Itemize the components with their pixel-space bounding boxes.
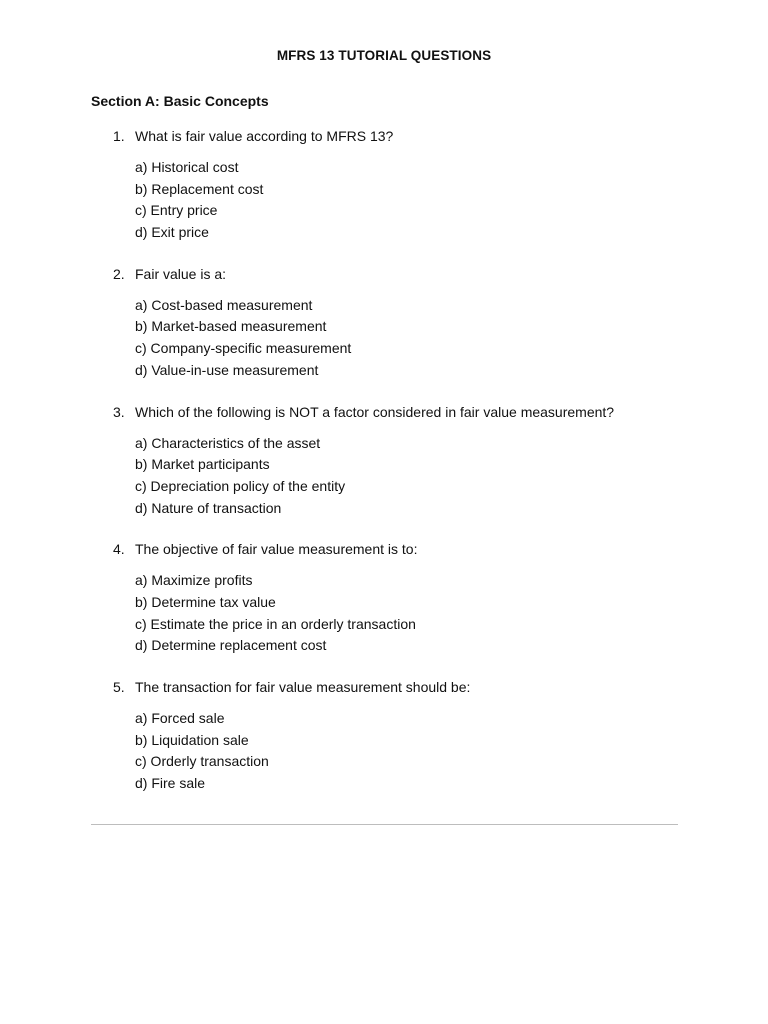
question-text: Fair value is a:	[135, 265, 227, 282]
question-number: 2.	[113, 265, 125, 282]
question-number: 4.	[113, 541, 125, 558]
answer-options	[0, 708, 768, 795]
answer-option: b) Market participants	[135, 456, 270, 473]
answer-options	[0, 157, 768, 244]
question-number: 5.	[113, 679, 125, 695]
answer-option: d) Determine replacement cost	[135, 637, 327, 654]
answer-option: b) Determine tax value	[135, 593, 276, 610]
question-4	[0, 539, 768, 657]
answer-option: d) Exit price	[135, 224, 209, 241]
question-2	[0, 264, 768, 382]
question-list	[0, 126, 768, 815]
question-5	[0, 677, 768, 795]
answer-option: c) Orderly transaction	[135, 753, 269, 770]
answer-options	[0, 433, 768, 520]
answer-option: c) Estimate the price in an orderly transaction	[135, 615, 416, 632]
answer-option: a) Characteristics of the asset	[135, 434, 321, 451]
answer-option: c) Depreciation policy of the entity	[135, 477, 346, 494]
answer-option: a) Historical cost	[135, 159, 239, 175]
answer-option: d) Value-in-use measurement	[135, 361, 319, 378]
question-text: The objective of fair value measurement is to:	[135, 541, 418, 558]
answer-options	[0, 295, 768, 382]
section-heading: Section A: Basic Concepts	[91, 93, 269, 109]
answer-option: a) Maximize profits	[135, 572, 253, 589]
question-3	[0, 402, 768, 520]
question-1	[0, 126, 768, 244]
answer-option: a) Forced sale	[135, 710, 225, 726]
answer-option: d) Fire sale	[135, 775, 206, 792]
document-title: MFRS 13 TUTORIAL QUESTIONS	[276, 48, 492, 63]
answer-option: b) Liquidation sale	[135, 731, 249, 748]
answer-option: b) Market-based measurement	[135, 318, 327, 335]
question-text: Which of the following is NOT a factor considered in fair value measurement?	[135, 403, 615, 420]
question-text: The transaction for fair value measurement should be:	[135, 679, 471, 695]
answer-option: c) Company-specific measurement	[135, 340, 352, 357]
question-text: What is fair value according to MFRS 13?	[135, 128, 394, 144]
answer-option: d) Nature of transaction	[135, 499, 282, 516]
answer-option: a) Cost-based measurement	[135, 296, 313, 313]
question-number: 1.	[113, 128, 125, 144]
answer-options	[0, 570, 768, 657]
page-divider	[91, 824, 678, 825]
question-number: 3.	[113, 403, 125, 420]
answer-option: c) Entry price	[135, 202, 218, 219]
answer-option: b) Replacement cost	[135, 180, 264, 197]
